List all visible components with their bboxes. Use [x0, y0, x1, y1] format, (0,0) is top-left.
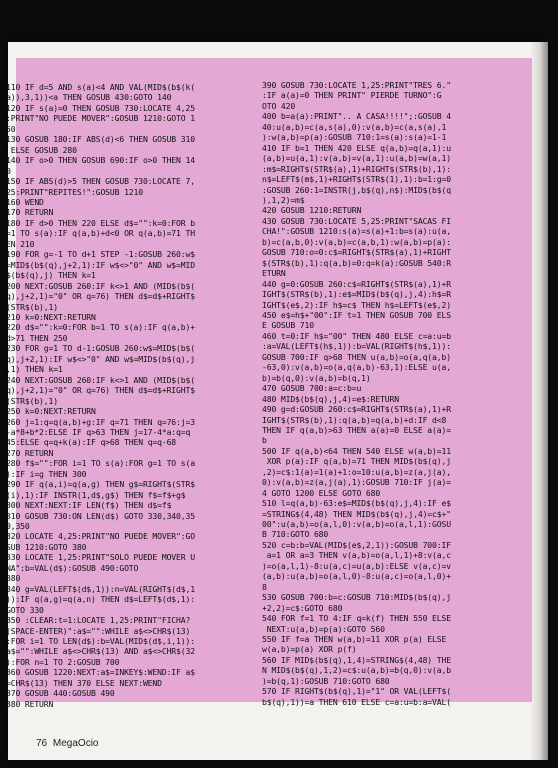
code-line: GOTO 330	[6, 604, 44, 615]
code-line: 180 IF d>0 THEN 220 ELSE d$="":k=0:FOR b	[6, 217, 195, 228]
code-line: 410 IF b=1 THEN 420 ELSE q(a,b)=q(a,1):u	[262, 142, 451, 153]
code-line: 340 g=VAL(LEFT$(d$,1)):n=VAL(RIGHT$(d$,1	[6, 583, 195, 594]
code-line: 4 GOTO 1200 ELSE GOTO 680	[262, 487, 381, 498]
code-line: 510 l=q(a,b)-63:e$=MID$(b$(q),j,4):IF e$	[262, 498, 451, 509]
code-line: (SPACE-ENTER)":a$="":WHILE a$<>CHR$(13)	[6, 625, 191, 636]
code-line: 140 IF o>0 THEN GOSUB 690:IF o>0 THEN 14	[6, 155, 195, 166]
code-line: ),1,2)=m$	[262, 194, 305, 205]
code-line: IGHT$(e$,2):IF h$=c$ THEN h$=LEFT$(e$,2)	[262, 299, 451, 310]
code-line: 25:PRINT"REPITES!":GOSUB 1210	[6, 186, 143, 197]
code-line: ,2)=c$:1(a)=1(a)+1:o=10:u(a,b)=z(a,j(a),	[262, 466, 451, 477]
code-line: 120 IF s(a)=0 THEN GOSUB 730:LOCATE 4,25	[6, 102, 195, 113]
code-line: 250 k=0:NEXT:RETURN	[6, 406, 96, 417]
code-line: 00":u(a,b)=o(a,l,0):v(a,b)=o(a,l,1):GOSU	[262, 519, 451, 530]
code-line: :PRINT"NO PUEDE MOVER":GOSUB 1210:GOTO 1	[6, 113, 195, 124]
code-line: 220 d$="":k=0:FOR b=1 TO s(a):IF q(a,b)+	[6, 322, 195, 333]
code-line: 550 IF f=a THEN w(a,b)=11 XOR p(a) ELSE	[262, 634, 447, 645]
code-line: =MID$(b$(q),j+2,1):IF w$<>"0" AND w$=MID	[6, 259, 195, 270]
code-line: 240 NEXT:GOSUB 260:IF k<>1 AND (MID$(b$(	[6, 374, 195, 385]
code-line: )):IF q(a,g)=q(a,n) THEN d$=LEFT$(d$,1):	[6, 594, 195, 605]
code-line: GOSUB 710:o=0:c$=RIGHT$(STR$(a),1)+RIGHT	[262, 247, 451, 258]
code-line: 480 MID$(b$(q),j,4)=e$:RETURN	[262, 393, 399, 404]
code-line: 530 GOSUB 700:b=c:GOSUB 710:MID$(b$(q),j	[262, 592, 451, 603]
code-line: a)),3,1))<a THEN GOSUB 430:GOTO 140	[6, 92, 172, 103]
code-line: 380	[6, 573, 21, 584]
code-line: 210 k=0:NEXT:RETURN	[6, 311, 96, 322]
page-binding-edge	[530, 42, 548, 760]
code-line: b)=c(a,b,0):v(a,b)=c(a,b,1):w(a,b)=p(a):	[262, 236, 451, 247]
code-line: (i),1):IF INSTR(1,d$,g$) THEN f$=f$+g$	[6, 489, 186, 500]
code-line: 40:u(a,b)=c(a,s(a),0):v(a,b)=c(a,s(a),1	[262, 121, 447, 132]
code-line: 130 GOSUB 180:IF ABS(d)<6 THEN GOSUB 310	[6, 134, 195, 145]
code-line: 8	[262, 581, 267, 592]
code-line: (a,b):u(a,b)=o(a,l,0)-8:u(a,c)=o(a,l,0)+	[262, 571, 451, 582]
code-line: IGHT$(STR$(b),1):q(a,b)=q(a,b)+d:IF d<8	[262, 414, 447, 425]
code-line: EN 210	[6, 238, 35, 249]
code-line: 230 FOR g=1 TO d-1:GOSUB 260:w$=MID$(b$(	[6, 343, 195, 354]
code-line: IGHT$(STR$(b),1):e$=MID$(b$(q),j,4):h$=R	[262, 289, 451, 300]
code-line: 160 WEND	[6, 196, 44, 207]
code-line: 270 RETURN	[6, 447, 54, 458]
code-line: 0	[6, 165, 11, 176]
code-line: -a*8+b*2:ELSE IF q>63 THEN j=17-4*a:q=q	[6, 426, 191, 437]
code-line: =STRING$(4,48) THEN MID$(b$(q),j,4)=c$+"	[262, 508, 451, 519]
code-line: 560 IF MID$(b$(q),1,4)=STRING$(4,48) THE	[262, 654, 451, 665]
code-line: 290 IF q(a,i)=q(a,g) THEN g$=RIGHT$(STR$	[6, 479, 195, 490]
page-footer	[36, 738, 98, 749]
code-line: $(STR$(b),1):q(a,b)=0:q=k(a):GOSUB 540:R	[262, 257, 451, 268]
code-line: (STR$(b),1)	[6, 395, 58, 406]
code-listing-left-column	[6, 82, 256, 709]
code-line: XOR p(a):IF q(a,b)=71 THEN MID$(b$(q),j	[262, 456, 451, 467]
code-line: )=b(q,1):GOSUB 710:GOTO 680	[262, 675, 390, 686]
code-line: 440 g=0:GOSUB 260:c$=RIGHT$(STR$(a),1)+R	[262, 278, 451, 289]
code-line: :a=VAL(LEFT$(h$,1)):b=VAL(RIGHT$(h$,1)):	[262, 341, 451, 352]
code-line: q),j+2,1)="0" OR q=76) THEN d$=d$+RIGHT$	[6, 291, 195, 302]
code-line: :GOSUB 260:1=INSTR(j,b$(q),n$):MID$(b$(q	[262, 184, 451, 195]
code-line: 490 g=d:GOSUB 260:c$=RIGHT$(STR$(a),1)+R	[262, 404, 451, 415]
code-line: 390 GOSUB 730:LOCATE 1,25:PRINT"TRES 6."	[262, 80, 451, 90]
code-line: a=1 OR a=3 THEN v(a,b)=o(a,l,1)+8:v(a,c	[262, 550, 451, 561]
code-line: SUB 1210:GOTO 380	[6, 541, 87, 552]
code-line: (STR$(b),1)	[6, 301, 58, 312]
code-line: n$=LEFT$(m$,1)+RIGHT$(STR$(1),1):b=1:g=0	[262, 174, 451, 185]
code-line: 330 LOCATE 1,25:PRINT"SOLO PUEDE MOVER U	[6, 552, 195, 563]
page-number: 76	[36, 738, 48, 749]
code-line: 380 RETURN	[6, 698, 54, 709]
code-listing-right-column	[262, 80, 514, 707]
code-line: 430 GOSUB 730:LOCATE 5,25:PRINT"SACAS FI	[262, 215, 451, 226]
code-line: 300 NEXT:NEXT:IF LEN(f$) THEN d$=f$	[6, 500, 172, 511]
code-line: 110 IF d=5 AND s(a)<4 AND VAL(MID$(b$(k(	[6, 82, 195, 92]
code-line: -63,0):v(a,b)=o(a,q(a,b)-63,1):ELSE u(a,	[262, 362, 451, 373]
code-line: +2,2)=c$:GOTO 680	[262, 602, 343, 613]
code-line: ETURN	[262, 268, 286, 279]
code-line: NA":b=VAL(d$):GOSUB 490:GOTO	[6, 562, 139, 573]
code-line: 460 t=0:IF h$="00" THEN 480 ELSE c=a:u=b	[262, 330, 451, 341]
code-line: 470 GOSUB 700:a=c:b=u	[262, 383, 362, 394]
code-line: 150 IF ABS(d)>5 THEN GOSUB 730:LOCATE 7,	[6, 176, 195, 187]
code-line: B 710:GOTO 680	[262, 529, 329, 540]
code-line: THEN IF q(a,b)>63 THEN a(a)=0 ELSE a(a)=	[262, 424, 451, 435]
magazine-name: MegaOcio	[52, 738, 99, 749]
code-line: 200 NEXT:GOSUB 260:IF k<>1 AND (MID$(b$(	[6, 280, 195, 291]
code-line: E GOSUB 710	[262, 320, 314, 331]
code-line: (a,b)=u(a,1):v(a,b)=v(a,1):u(a,b)=w(a,1)	[262, 153, 451, 164]
code-line: ):IF i=g THEN 300	[6, 468, 87, 479]
code-line: :m$=RIGHT$(STR$(a),1)+RIGHT$(STR$(b),1):	[262, 163, 451, 174]
code-line: ):FOR n=1 TO 2:GOSUB 700	[6, 656, 120, 667]
code-line: 190 FOR g=-1 TO d+1 STEP -1:GOSUB 260:w$	[6, 249, 195, 260]
code-line: 320 LOCATE 4,25:PRINT"NO PUEDE MOVER":GO	[6, 531, 195, 542]
code-line: 570 IF RIGHT$(b$(q),1)="1" OR VAL(LEFT$(	[262, 686, 451, 697]
code-line: q),j+2,1):IF w$<>"0" AND w$=MID$(b$(q),j	[6, 353, 195, 364]
code-line: ELSE GOSUB 280	[6, 144, 77, 155]
code-line: b)=b(q,0):v(a,b)=b(q,1)	[262, 372, 371, 383]
code-line: 450 e$=h$+"00":IF t=1 THEN GOSUB 700 ELS	[262, 309, 451, 320]
code-line: 350 :CLEAR:t=1:LOCATE 1,25:PRINT"FICHA?	[6, 615, 191, 626]
code-line: CHA!":GOSUB 1210:s(a)=s(a)+1:b=s(a):u(a,	[262, 226, 451, 237]
code-line: 310 GOSUB 730:ON LEN(d$) GOTO 330,340,35	[6, 510, 195, 521]
code-line: 280 f$="":FOR i=1 TO s(a):FOR g=1 TO s(a	[6, 458, 195, 469]
code-line: :IF a(a)=0 THEN PRINT" PIERDE TURNO":G	[262, 90, 442, 101]
code-line: )=o(a,l,1)-8:u(a,c)=u(a,b):ELSE v(a,c)=v	[262, 560, 451, 571]
code-line: =1 TO s(a):IF q(a,b)+d<0 OR q(a,b)=71 TH	[6, 228, 195, 239]
code-line: ):w(a,b)=p(a):GOSUB 710:1=s(a):s(a)=1-1	[262, 132, 447, 143]
code-line: 360 GOSUB 1220:NEXT:a$=INKEY$:WEND:IF a$	[6, 667, 195, 678]
code-line: 260 j=1:q=q(a,b)+g:IF q=71 THEN q=76:j=3	[6, 416, 195, 427]
code-line: :FOR i=1 TO LEN(d$):b=VAL(MID$(d$,i,1)):	[6, 636, 195, 647]
code-line: 170 RETURN	[6, 207, 54, 218]
code-line: 500 IF q(a,b)<64 THEN 540 ELSE w(a,b)=11	[262, 445, 451, 456]
code-line: q),j+2,1)="0" OR q=76) THEN d$=d$+RIGHT$	[6, 385, 195, 396]
code-line: b	[262, 435, 267, 446]
code-line: ,1) THEN k=1	[6, 364, 63, 375]
code-line: 0,350	[6, 521, 30, 532]
code-line: 420 GOSUB 1210:RETURN	[262, 205, 362, 216]
code-line: 45:ELSE q=q+k(a):IF q>68 THEN q=q-68	[6, 437, 177, 448]
code-line: a$="":WHILE a$<>CHR$(13) AND a$<>CHR$(32	[6, 646, 195, 657]
code-line: 520 c=b:b=VAL(MID$(e$,2,1)):GOSUB 700:IF	[262, 539, 451, 550]
code-line: =CHR$(13) THEN 370 ELSE NEXT:WEND	[6, 677, 162, 688]
code-line: N MID$(b$(q),1,2)=c$:u(a,b)=b(q,0):v(a,b	[262, 665, 451, 676]
code-line: d>71 THEN 250	[6, 332, 68, 343]
code-line: GOSUB 700:IF q>68 THEN u(a,b)=o(a,q(a,b)	[262, 351, 451, 362]
code-line: 370 GOSUB 440:GOSUB 490	[6, 688, 115, 699]
code-line: b$(q),1))=a THEN 610 ELSE c=a:u=b:a=VAL(	[262, 696, 451, 707]
code-line: 50	[6, 123, 16, 134]
code-line: 400 b=a(a):PRINT".. A CASA!!!!";:GOSUB 4	[262, 111, 451, 122]
code-line: OTO 420	[262, 100, 296, 111]
code-line: 0):v(a,b)=z(a,j(a),1):GOSUB 710:IF j(a)=	[262, 477, 451, 488]
code-line: w(a,b)=p(a) XOR p(f)	[262, 644, 357, 655]
code-line: NEXT:u(a,b)=p(a):GOTO 560	[262, 623, 385, 634]
code-line: $(b$(q),j) THEN k=1	[6, 270, 96, 281]
code-line: 540 FOR f=1 TO 4:IF q=k(f) THEN 550 ELSE	[262, 613, 451, 624]
